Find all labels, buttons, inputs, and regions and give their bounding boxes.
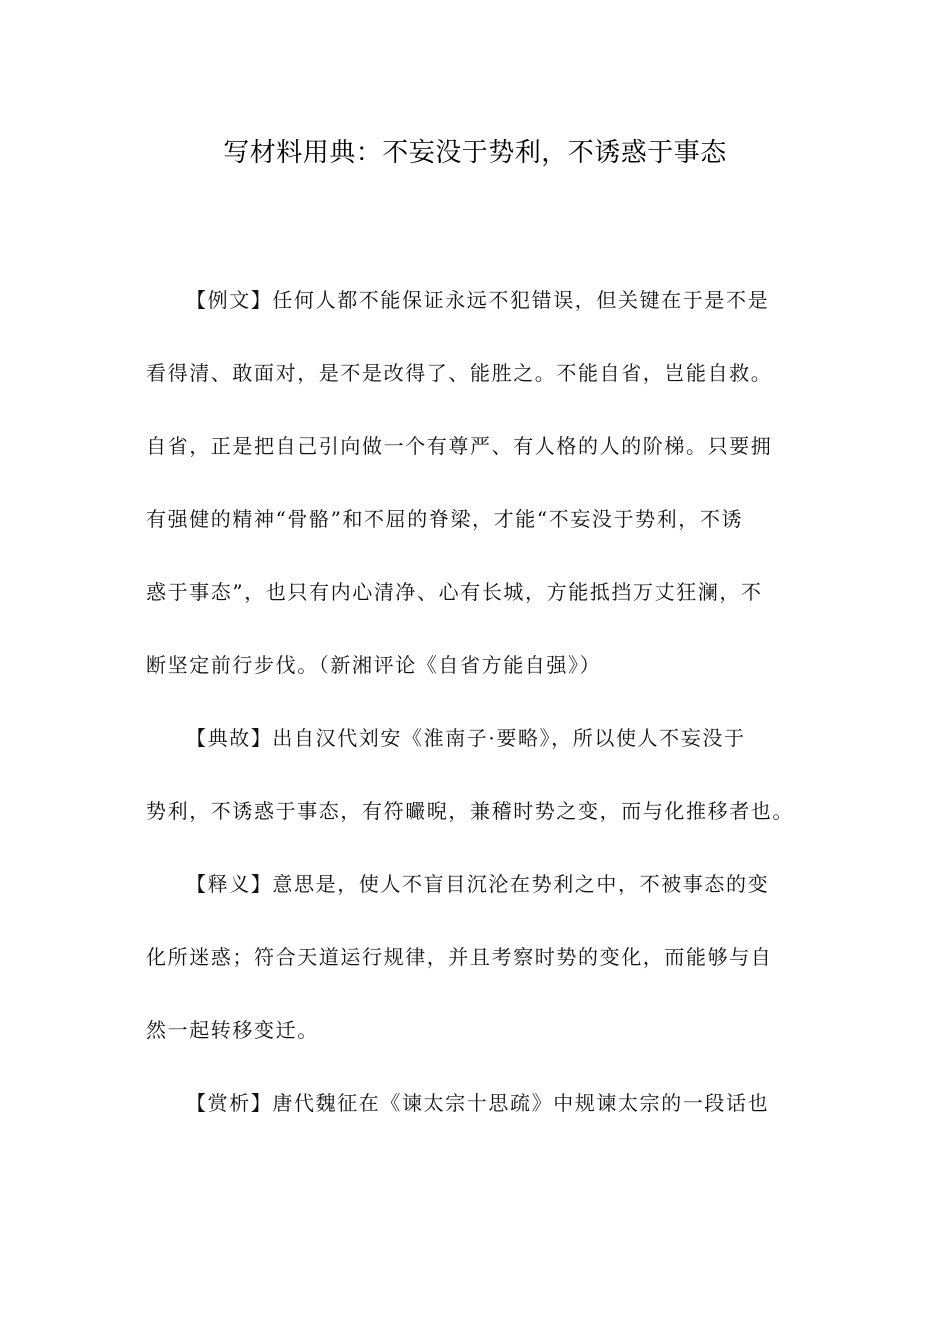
paragraph-example (146, 281, 810, 719)
paragraph-allusion (146, 719, 810, 865)
text-line: 势利，不诱惑于事态，有符曮晲，兼稽时势之变，而与化推移者也。 (146, 799, 794, 823)
text-line: 化所迷惑；符合天道运行规律，并且考察时势的变化，而能够与自 (146, 945, 773, 969)
text-line: 【例文】任何人都不能保证永远不犯错误，但关键在于是不是 (186, 288, 770, 312)
paragraph-meaning (146, 865, 810, 1084)
text-line: 【典故】出自汉代刘安《淮南子·要略》，所以使人不妄没于 (186, 726, 746, 750)
text-line: 看得清、敢面对，是不是改得了、能胜之。不能自省，岂能自救。 (146, 361, 773, 385)
text-line: 断坚定前行步伐。（新湘评论《自省方能自强》） (146, 653, 602, 677)
paragraph-appreciation (146, 1084, 810, 1157)
text-line: 有强健的精神“骨骼”和不屈的脊梁，才能“不妄没于势利，不诱 (146, 507, 744, 531)
text-line: 然一起转移变迁。 (146, 1018, 319, 1042)
text-line: 自省，正是把自己引向做一个有尊严、有人格的人的阶梯。只要拥 (146, 434, 773, 458)
document-title: 写材料用典：不妄没于势利，不诱惑于事态 (223, 138, 727, 168)
text-line: 【赏析】唐代魏征在《谏太宗十思疏》中规谏太宗的一段话也 (186, 1091, 770, 1115)
text-line: 惑于事态”，也只有内心清净、心有长城，方能抵挡万丈狂澜，不 (146, 580, 763, 604)
text-line: 【释义】意思是，使人不盲目沉沦在势利之中，不被事态的变 (186, 872, 770, 896)
document-body (146, 281, 810, 1157)
